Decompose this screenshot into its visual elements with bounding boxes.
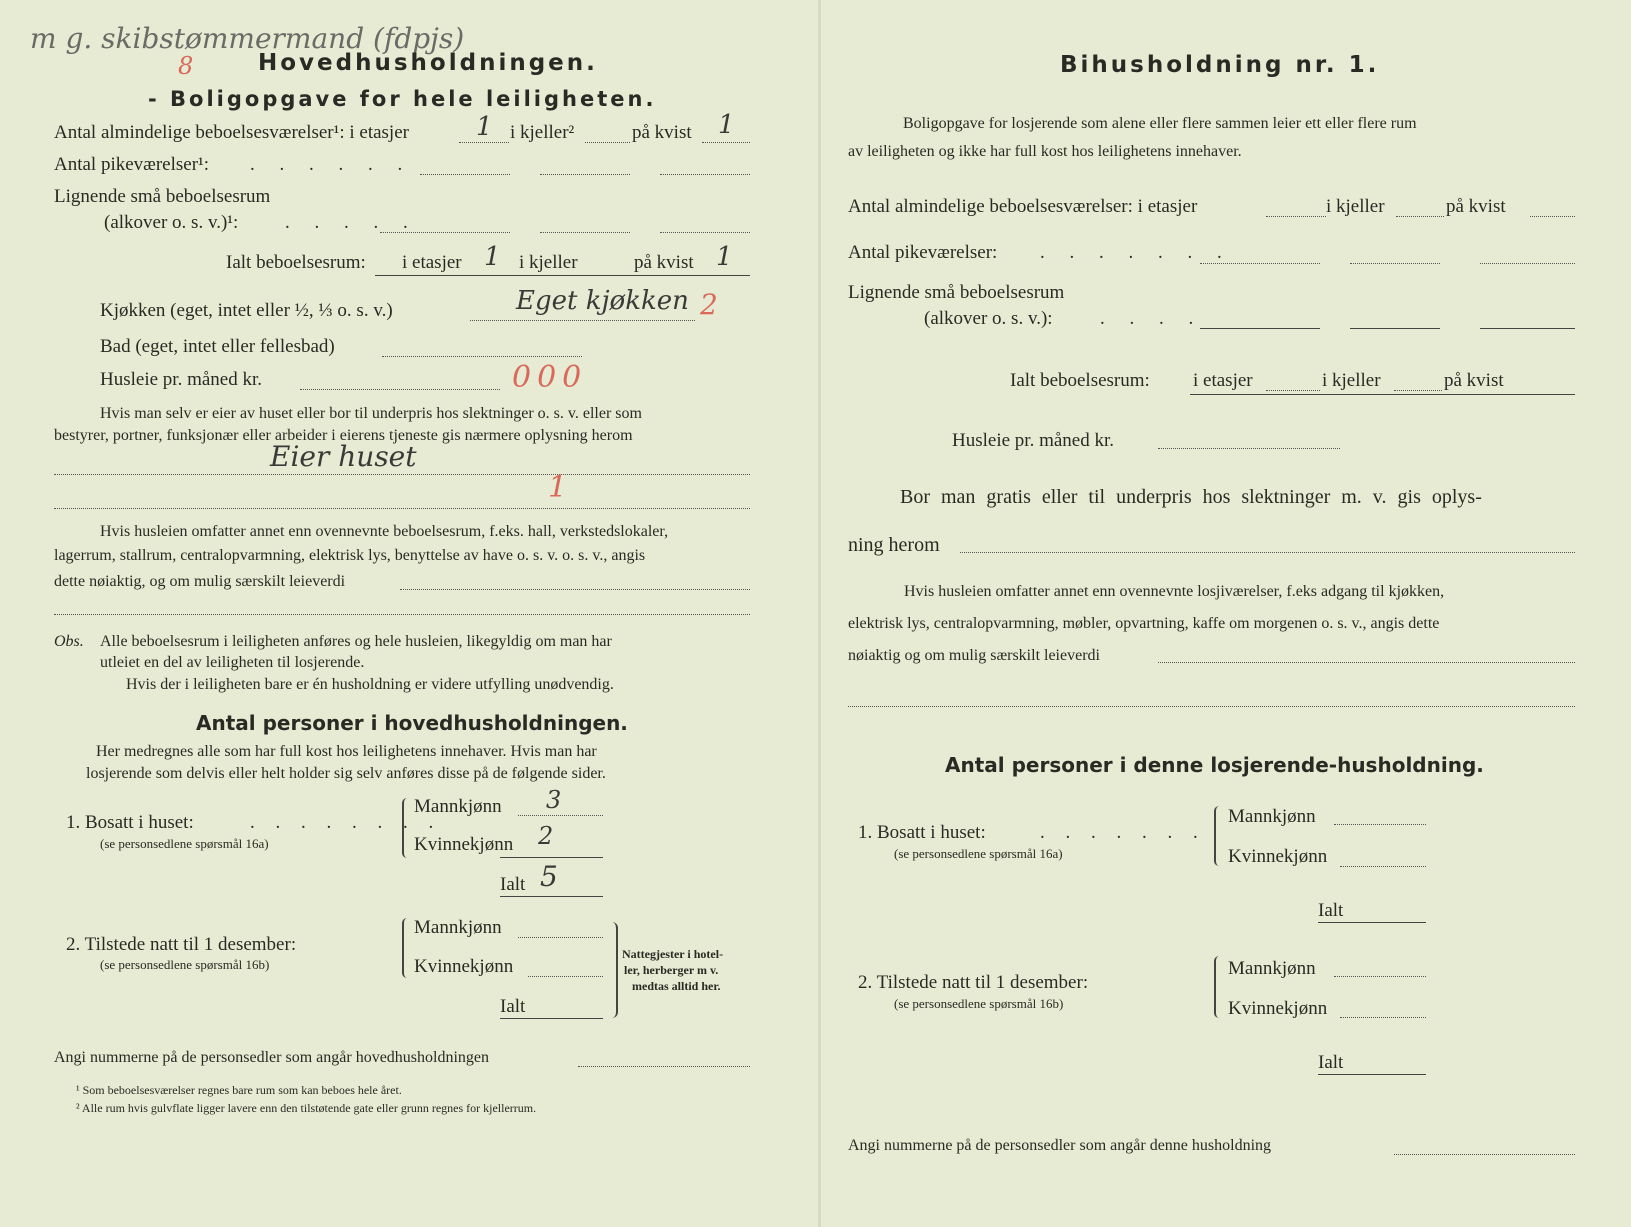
right-total-kjeller-line	[1394, 390, 1442, 391]
rooms-ordinary-label: Antal almindelige beboelsesværelser¹: i etasjer	[54, 122, 409, 143]
rooms-ordinary-kjeller-line	[585, 142, 630, 143]
handwritten-household-number: 8	[178, 52, 194, 80]
right-rooms-ordinary-kjeller-line	[1396, 216, 1444, 217]
footnote-2: ² Alle rum hvis gulvflate ligger lavere enn den tilstøtende gate eller grunn regnes for kjellerrum.	[76, 1101, 537, 1115]
obs-text-line1: Alle beboelsesrum i leiligheten anføres og hele husleien, likegyldig om man har	[100, 633, 612, 650]
right-q2-female-line	[1340, 1017, 1426, 1018]
rooms-small-sublabel: (alkover o. s. v.)¹:	[104, 212, 239, 233]
right-total-rooms-underline	[1190, 394, 1575, 395]
total-etasjer-label: i etasjer	[402, 252, 462, 273]
right-rooms-ordinary-kvist-label: på kvist	[1446, 196, 1506, 217]
right-extra-text-line2: elektrisk lys, centralopvarmning, møbler, opvartning, kaffe om morgenen o. s. v., angis dette	[848, 615, 1440, 632]
right-q1-female-line	[1340, 866, 1426, 867]
right-rooms-small-label: Lignende små beboelsesrum	[848, 282, 1065, 303]
right-q2-male-line	[1334, 976, 1426, 977]
right-q1-female-label: Kvinnekjønn	[1228, 846, 1328, 867]
left-q2-note-brace	[606, 922, 618, 1018]
right-extra-text-line3: nøiaktig og om mulig særskilt leieverdi	[848, 647, 1100, 664]
rooms-maid-dots: . . . . . .	[250, 154, 413, 175]
owner-text-line2: bestyrer, portner, funksjonær eller arbeider i eierens tjeneste gis nærmere oplysning herom	[54, 427, 633, 444]
right-q2-male-label: Mannkjønn	[1228, 958, 1316, 979]
extra-text-line2: lagerrum, stallrum, centralopvarmning, elektrisk lys, benyttelse av have o. s. v. o. s. v., angis	[54, 547, 646, 564]
left-q2-female-line	[528, 976, 603, 977]
left-numbers-line	[578, 1066, 750, 1067]
rooms-maid-kjeller-line	[540, 174, 630, 175]
right-q2-label: 2. Tilstede natt til 1 desember:	[858, 972, 1089, 993]
right-rooms-maid-kjeller-line	[1350, 263, 1440, 264]
right-q1-total-line	[1318, 922, 1426, 923]
left-q2-total-label: Ialt	[500, 996, 526, 1017]
left-q1-sub: (se personsedlene spørsmål 16a)	[100, 836, 269, 851]
right-q1-male-line	[1334, 824, 1426, 825]
total-rooms-label: Ialt beboelsesrum:	[226, 252, 366, 273]
right-numbers-label: Angi nummerne på de personsedler som angår denne husholdning	[848, 1137, 1272, 1154]
rooms-ordinary-etasjer-line	[459, 142, 509, 143]
left-persons-title: Antal personer i hovedhusholdningen.	[196, 711, 628, 735]
right-q2-total-label: Ialt	[1318, 1052, 1344, 1073]
left-q1-male-line	[518, 815, 603, 816]
night-note-line2: ler, herberger m v.	[624, 963, 719, 977]
owner-text-line1: Hvis man selv er eier av huset eller bor til underpris hos slektninger o. s. v. eller som	[100, 405, 642, 422]
right-rent-label: Husleie pr. måned kr.	[952, 430, 1114, 451]
left-q1-label: 1. Bosatt i huset:	[66, 812, 194, 833]
left-q2-male-label: Mannkjønn	[414, 917, 502, 938]
left-subtitle: - Boligopgave for hele leiligheten.	[148, 87, 657, 111]
left-q1-male-value: 3	[546, 786, 562, 814]
right-rooms-small-kvist-line	[1480, 328, 1575, 329]
rooms-maid-label: Antal pikeværelser¹:	[54, 154, 210, 175]
right-rooms-small-etasjer-line	[1200, 328, 1320, 329]
obs-text-line3: Hvis der i leiligheten bare er én husholdning er videre utfylling unødvendig.	[126, 676, 614, 693]
right-q2-brace	[1214, 956, 1224, 1018]
right-q1-dots: . . . . . . .	[1040, 822, 1206, 843]
right-numbers-line	[1394, 1154, 1575, 1155]
total-etasjer-value: 1	[484, 242, 501, 272]
right-q1-brace	[1214, 806, 1224, 866]
right-total-kvist-label: på kvist	[1444, 370, 1504, 391]
left-q1-male-label: Mannkjønn	[414, 796, 502, 817]
owner-value: Eier huset	[270, 440, 417, 473]
right-q2-total-line	[1318, 1074, 1426, 1075]
obs-text-line2: utleiet en del av leiligheten til losjerende.	[100, 654, 365, 671]
rooms-ordinary-etasjer-value: 1	[476, 112, 493, 142]
extra-line1	[400, 589, 750, 590]
left-q1-female-label: Kvinnekjønn	[414, 834, 514, 855]
left-q2-total-line	[500, 1018, 603, 1019]
right-rooms-ordinary-kvist-line	[1530, 216, 1575, 217]
left-q2-sub: (se personsedlene spørsmål 16b)	[100, 957, 270, 972]
kitchen-mark: 2	[700, 288, 718, 321]
right-rooms-maid-dots: . . . . . . .	[1040, 242, 1232, 263]
night-note-line3: medtas alltid her.	[632, 979, 721, 993]
left-persons-text-line1: Her medregnes alle som har full kost hos leilighetens innehaver. Hvis man har	[96, 743, 597, 760]
right-gratis-text-line1: Bor man gratis eller til underpris hos slektninger m. v. gis oplys-	[900, 486, 1482, 508]
right-rooms-small-kjeller-line	[1350, 328, 1440, 329]
rooms-ordinary-kvist-value: 1	[718, 110, 735, 140]
total-kvist-value: 1	[716, 242, 733, 272]
page-fold	[818, 0, 821, 1227]
extra-text-line1: Hvis husleien omfatter annet enn ovennevnte beboelsesrum, f.eks. hall, verkstedslokaler,	[100, 523, 669, 540]
right-gratis-text-line2: ning herom	[848, 534, 940, 556]
left-q2-female-label: Kvinnekjønn	[414, 956, 514, 977]
right-rooms-small-sublabel: (alkover o. s. v.):	[924, 308, 1053, 329]
rooms-ordinary-kvist-label: på kvist	[632, 122, 692, 143]
right-total-rooms-label: Ialt beboelsesrum:	[1010, 370, 1150, 391]
rooms-maid-etasjer-line	[420, 174, 510, 175]
right-rooms-ordinary-kjeller-label: i kjeller	[1326, 196, 1385, 217]
right-title: Bihusholdning nr. 1.	[1060, 52, 1380, 78]
right-q2-sub: (se personsedlene spørsmål 16b)	[894, 996, 1064, 1011]
left-q1-total-value: 5	[540, 860, 558, 893]
left-q1-female-line	[500, 857, 603, 858]
left-q2-male-line	[518, 937, 603, 938]
right-q2-female-label: Kvinnekjønn	[1228, 998, 1328, 1019]
left-q1-dots: . . . . . . . .	[250, 812, 442, 833]
right-total-etasjer-label: i etasjer	[1193, 370, 1253, 391]
total-rooms-underline	[375, 275, 750, 276]
right-q1-total-label: Ialt	[1318, 900, 1344, 921]
right-rooms-small-dots: . . . .	[1100, 308, 1204, 329]
kitchen-label: Kjøkken (eget, intet eller ½, ⅓ o. s. v.)	[100, 300, 393, 321]
left-title: Hovedhusholdningen.	[258, 50, 598, 76]
left-persons-text-line2: losjerende som delvis eller helt holder sig selv anføres disse på de følgende sider.	[86, 765, 606, 782]
right-total-kjeller-label: i kjeller	[1322, 370, 1381, 391]
right-extra-line2	[848, 706, 1575, 707]
rent-value: 000	[512, 360, 588, 395]
rooms-small-kvist-line	[660, 232, 750, 233]
right-total-etasjer-line	[1266, 390, 1320, 391]
right-q1-male-label: Mannkjønn	[1228, 806, 1316, 827]
extra-line2	[54, 614, 750, 615]
total-kvist-label: på kvist	[634, 252, 694, 273]
right-rooms-ordinary-etasjer-line	[1266, 216, 1326, 217]
left-q1-total-line	[500, 896, 603, 897]
kitchen-line	[470, 320, 695, 321]
rooms-maid-kvist-line	[660, 174, 750, 175]
rooms-small-label: Lignende små beboelsesrum	[54, 186, 271, 207]
extra-text-line3: dette nøiaktig, og om mulig særskilt leieverdi	[54, 573, 346, 590]
right-q1-sub: (se personsedlene spørsmål 16a)	[894, 846, 1063, 861]
right-intro-line1: Boligopgave for losjerende som alene eller flere sammen leier ett eller flere rum	[903, 115, 1417, 132]
left-q2-label: 2. Tilstede natt til 1 desember:	[66, 934, 297, 955]
rent-line	[300, 389, 500, 390]
left-q1-female-value: 2	[538, 822, 554, 850]
right-intro-line2: av leiligheten og ikke har full kost hos leilighetens innehaver.	[848, 143, 1242, 160]
right-rooms-ordinary-label: Antal almindelige beboelsesværelser: i etasjer	[848, 196, 1198, 217]
footnote-1: ¹ Som beboelsesværelser regnes bare rum som kan beboes hele året.	[76, 1083, 402, 1097]
rooms-small-dots: . . . . .	[285, 212, 418, 233]
bath-line	[382, 356, 582, 357]
rooms-ordinary-kjeller-label: i kjeller²	[510, 122, 575, 143]
right-rooms-maid-label: Antal pikeværelser:	[848, 242, 998, 263]
owner-mark: 1	[548, 470, 568, 505]
night-note-line1: Nattegjester i hotel-	[622, 947, 724, 961]
right-rooms-maid-etasjer-line	[1200, 263, 1320, 264]
rooms-small-kjeller-line	[540, 232, 630, 233]
left-numbers-label: Angi nummerne på de personsedler som angår hovedhusholdningen	[54, 1049, 490, 1066]
right-extra-text-line1: Hvis husleien omfatter annet enn ovennevnte losjiværelser, f.eks adgang til kjøkken,	[904, 583, 1445, 600]
rooms-ordinary-kvist-line	[702, 142, 750, 143]
left-q1-total-label: Ialt	[500, 874, 526, 895]
owner-line2	[54, 508, 750, 509]
right-q1-label: 1. Bosatt i huset:	[858, 822, 986, 843]
right-persons-title: Antal personer i denne losjerende-husholdning.	[945, 753, 1484, 777]
left-q1-brace	[402, 798, 412, 858]
right-rooms-maid-kvist-line	[1480, 263, 1575, 264]
right-rent-line	[1158, 448, 1340, 449]
right-gratis-line	[960, 552, 1575, 553]
left-q2-brace	[402, 918, 412, 978]
rooms-small-etasjer-line	[380, 232, 510, 233]
handwritten-occupation: m g. skibstømmermand (fdpjs)	[30, 22, 465, 55]
kitchen-value: Eget kjøkken	[516, 286, 689, 316]
owner-line1	[54, 474, 750, 475]
obs-label: Obs.	[54, 633, 84, 650]
bath-label: Bad (eget, intet eller fellesbad)	[100, 336, 335, 357]
rent-label: Husleie pr. måned kr.	[100, 369, 262, 390]
right-extra-line1	[1158, 662, 1575, 663]
total-kjeller-label: i kjeller	[519, 252, 578, 273]
